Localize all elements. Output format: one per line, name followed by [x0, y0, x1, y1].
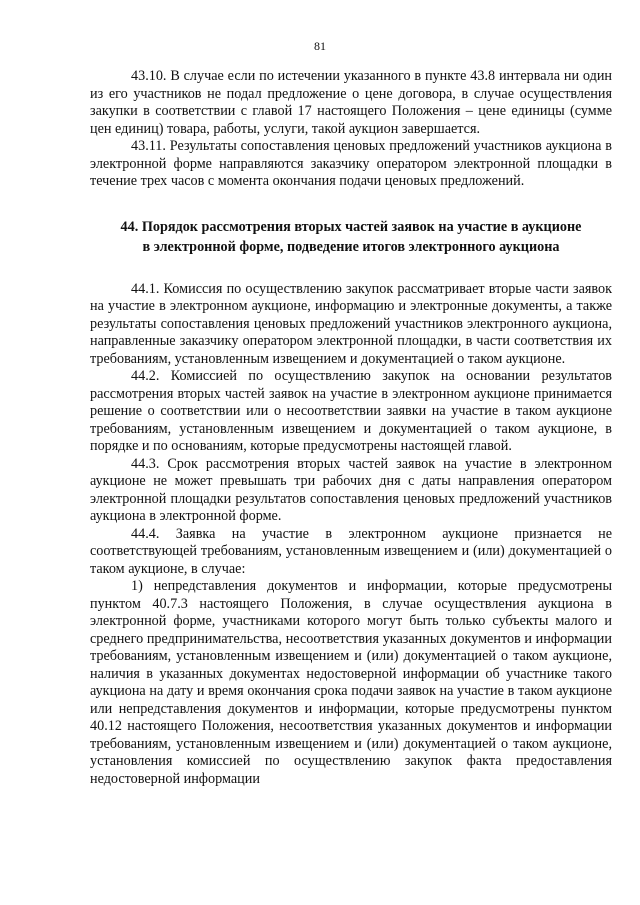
section-title	[90, 217, 612, 257]
section-title-line-1: 44. Порядок рассмотрения вторых частей заявок на участие в аукционе	[120, 218, 582, 235]
paragraph-43-11: 43.11. Результаты сопоставления ценовых предложений участников аукциона в электронной форме направляются заказчику оператором электронной площадки в течение трех часов с момента окончания подачи ценовых предложений.	[90, 138, 612, 189]
list-item-1: 1) непредставления документов и информации, которые предусмотрены пунктом 40.7.3 настоящего Положения, в случае осуществления аукциона в электронной форме, участниками которого могут быть только субъекты малого и среднего предпринимательства, несоответствия указанных документов и информации требованиям, установленным извещением и (или) документацией о таком аукционе, наличия в указанных документах недостоверной информации об участнике такого аукциона на дату и время окончания срока подачи заявок на участие в таком аукционе или непредставления документов и информации, которые предусмотрены пунктом 40.12 настоящего Положения, несоответствия указанных документов и информации требованиям, установленным извещением и (или) документацией о таком аукционе, установления комиссией по осуществлению закупок факта предоставления недостоверной информации	[90, 578, 612, 787]
paragraph-43-10: 43.10. В случае если по истечении указанного в пункте 43.8 интервала ни один из его участников не подал предложение о цене договора, в случае осуществления закупки в соответствии с главой 17 настоящего Положения – цене единицы (сумме цен единиц) товара, работы, услуги, такой аукцион завершается.	[90, 68, 612, 137]
paragraph-44-4: 44.4. Заявка на участие в электронном аукционе признается не соответствующей требованиям, установленным извещением и (или) документацией о таком аукционе, в случае:	[90, 525, 612, 577]
paragraph-44-2: 44.2. Комиссией по осуществлению закупок на основании результатов рассмотрения вторых частей заявок на участие в электронном аукционе принимается решение о соответствии или о несоответствии заявки на участие в таком аукционе требованиям, установленным извещением и документацией о таком аукционе, в порядке и по основаниям, которые предусмотрены настоящей главой.	[90, 368, 612, 454]
document-body	[90, 68, 612, 788]
page-number: 81	[314, 39, 326, 53]
paragraph-44-1: 44.1. Комиссия по осуществлению закупок рассматривает вторые части заявок на участие в электронном аукционе, информацию и электронные документы, а также результаты сопоставления ценовых предложений участников электронного аукциона, направленные заказчику оператором электронной площадки, в части соответствия их требованиям, установленным извещением и документацией о таком аукционе.	[90, 280, 612, 367]
section-title-line-2: в электронной форме, подведение итогов электронного аукциона	[142, 238, 560, 255]
paragraph-44-3: 44.3. Срок рассмотрения вторых частей заявок на участие в электронном аукционе не может превышать три рабочих дня с даты направления оператором электронной площадки результатов сопоставления ценовых предложений участников аукциона в электронной форме.	[90, 455, 612, 524]
